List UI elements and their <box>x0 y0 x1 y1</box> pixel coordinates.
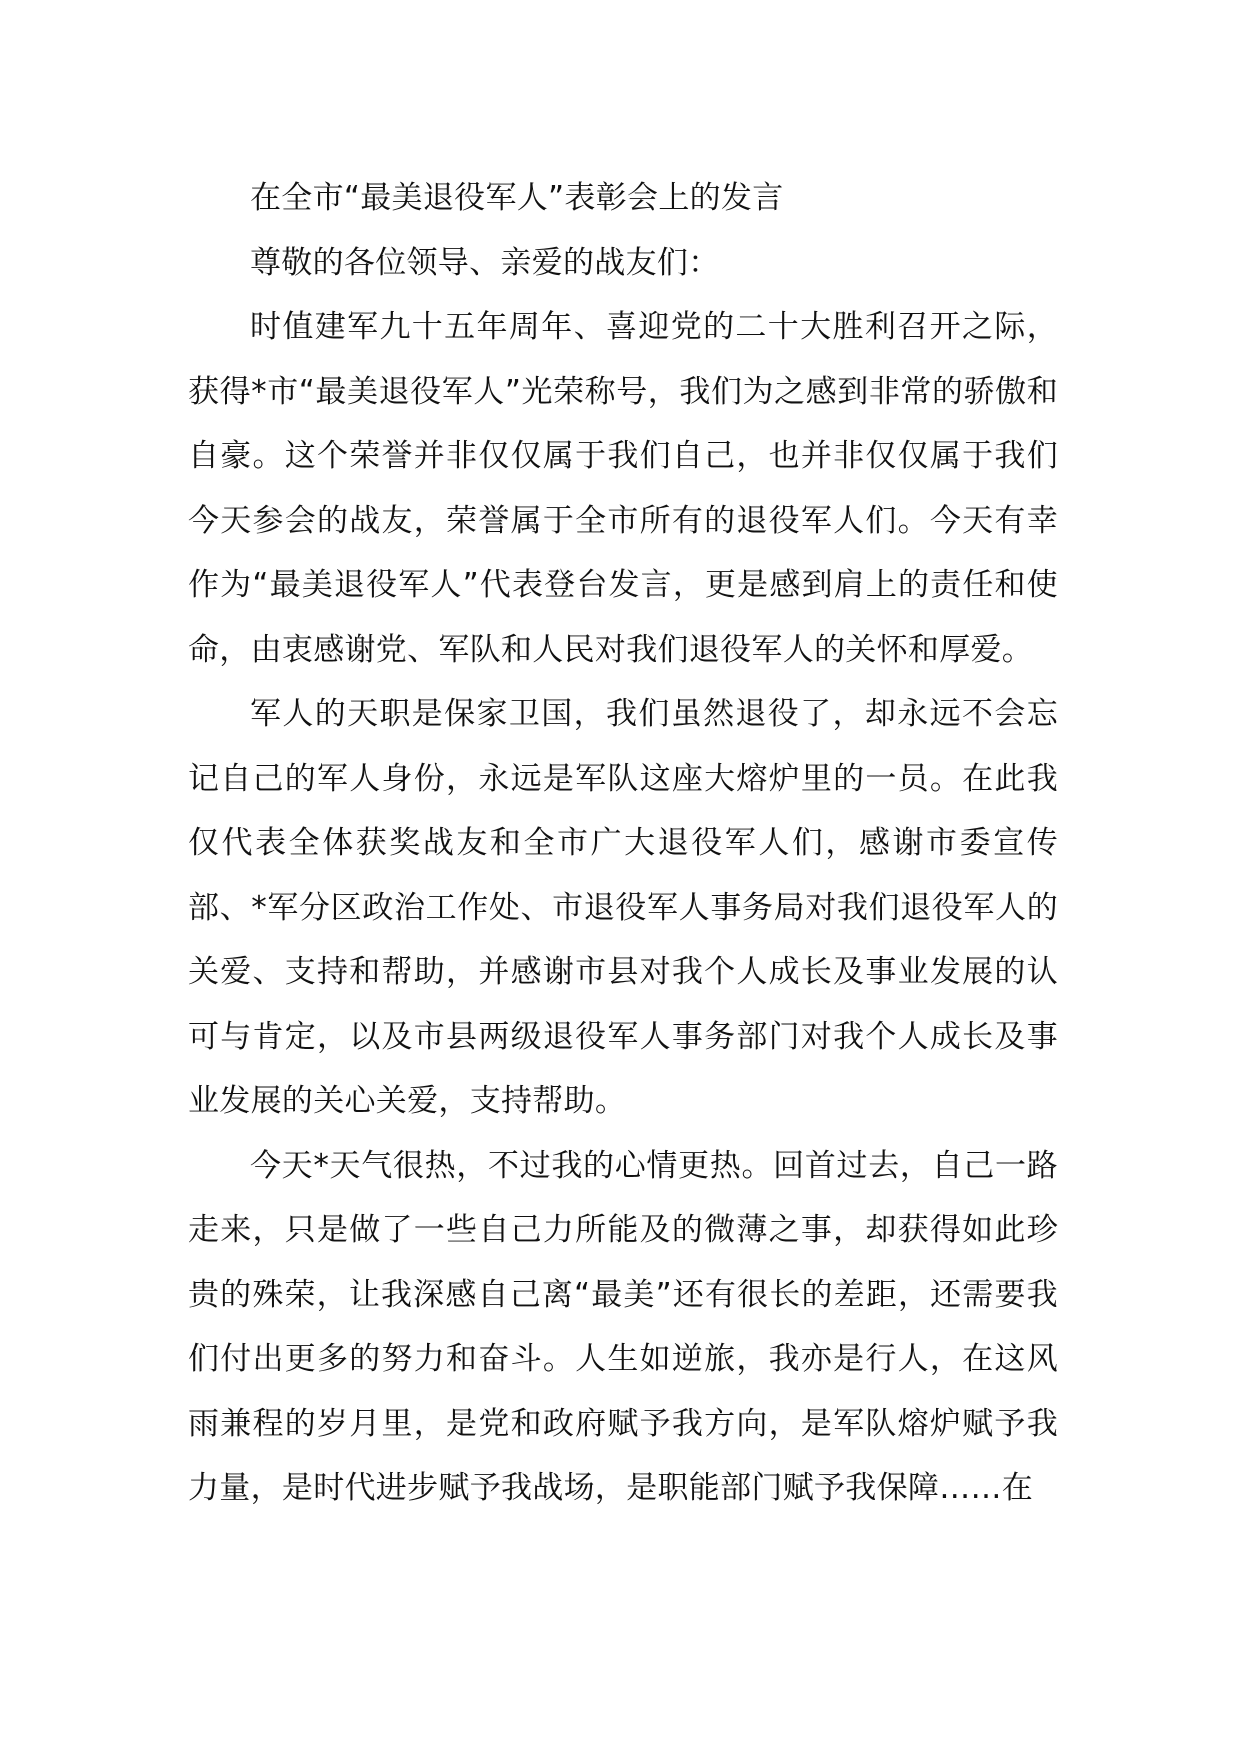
paragraph-1: 时值建军九十五年周年、喜迎党的二十大胜利召开之际，获得*市“最美退役军人”光荣称号，我们为之感到非常的骄傲和自豪。这个荣誉并非仅仅属于我们自己，也并非仅仅属于我们今天参会的战友，荣誉属于全市所有的退役军人们。今天有幸作为“最美退役军人”代表登台发言，更是感到肩上的责任和使命，由衷感谢党、军队和人民对我们退役军人的关怀和厚爱。 <box>188 309 1058 668</box>
paragraph-2: 军人的天职是保家卫国，我们虽然退役了，却永远不会忘记自己的军人身份，永远是军队这座大熔炉里的一员。在此我仅代表全体获奖战友和全市广大退役军人们，感谢市委宣传部、*军分区政治工作处、市退役军人事务局对我们退役军人的关爱、支持和帮助，并感谢市县对我个人成长及事业发展的认可与肯定，以及市县两级退役军人事务部门对我个人成长及事业发展的关心关爱，支持帮助。 <box>188 696 1058 1119</box>
paragraph-3: 今天*天气很热，不过我的心情更热。回首过去，自己一路走来，只是做了一些自己力所能及的微薄之事，却获得如此珍贵的殊荣，让我深感自己离“最美”还有很长的差距，还需要我们付出更多的努力和奋斗。人生如逆旅，我亦是行人，在这风雨兼程的岁月里，是党和政府赋予我方向，是军队熔炉赋予我力量，是时代进步赋予我战场，是职能部门赋予我保障……在 <box>188 1147 1058 1506</box>
document-title: 在全市“最美退役军人”表彰会上的发言 <box>250 180 784 216</box>
document-body <box>188 166 1058 1521</box>
salutation: 尊敬的各位领导、亲爱的战友们： <box>250 244 720 281</box>
